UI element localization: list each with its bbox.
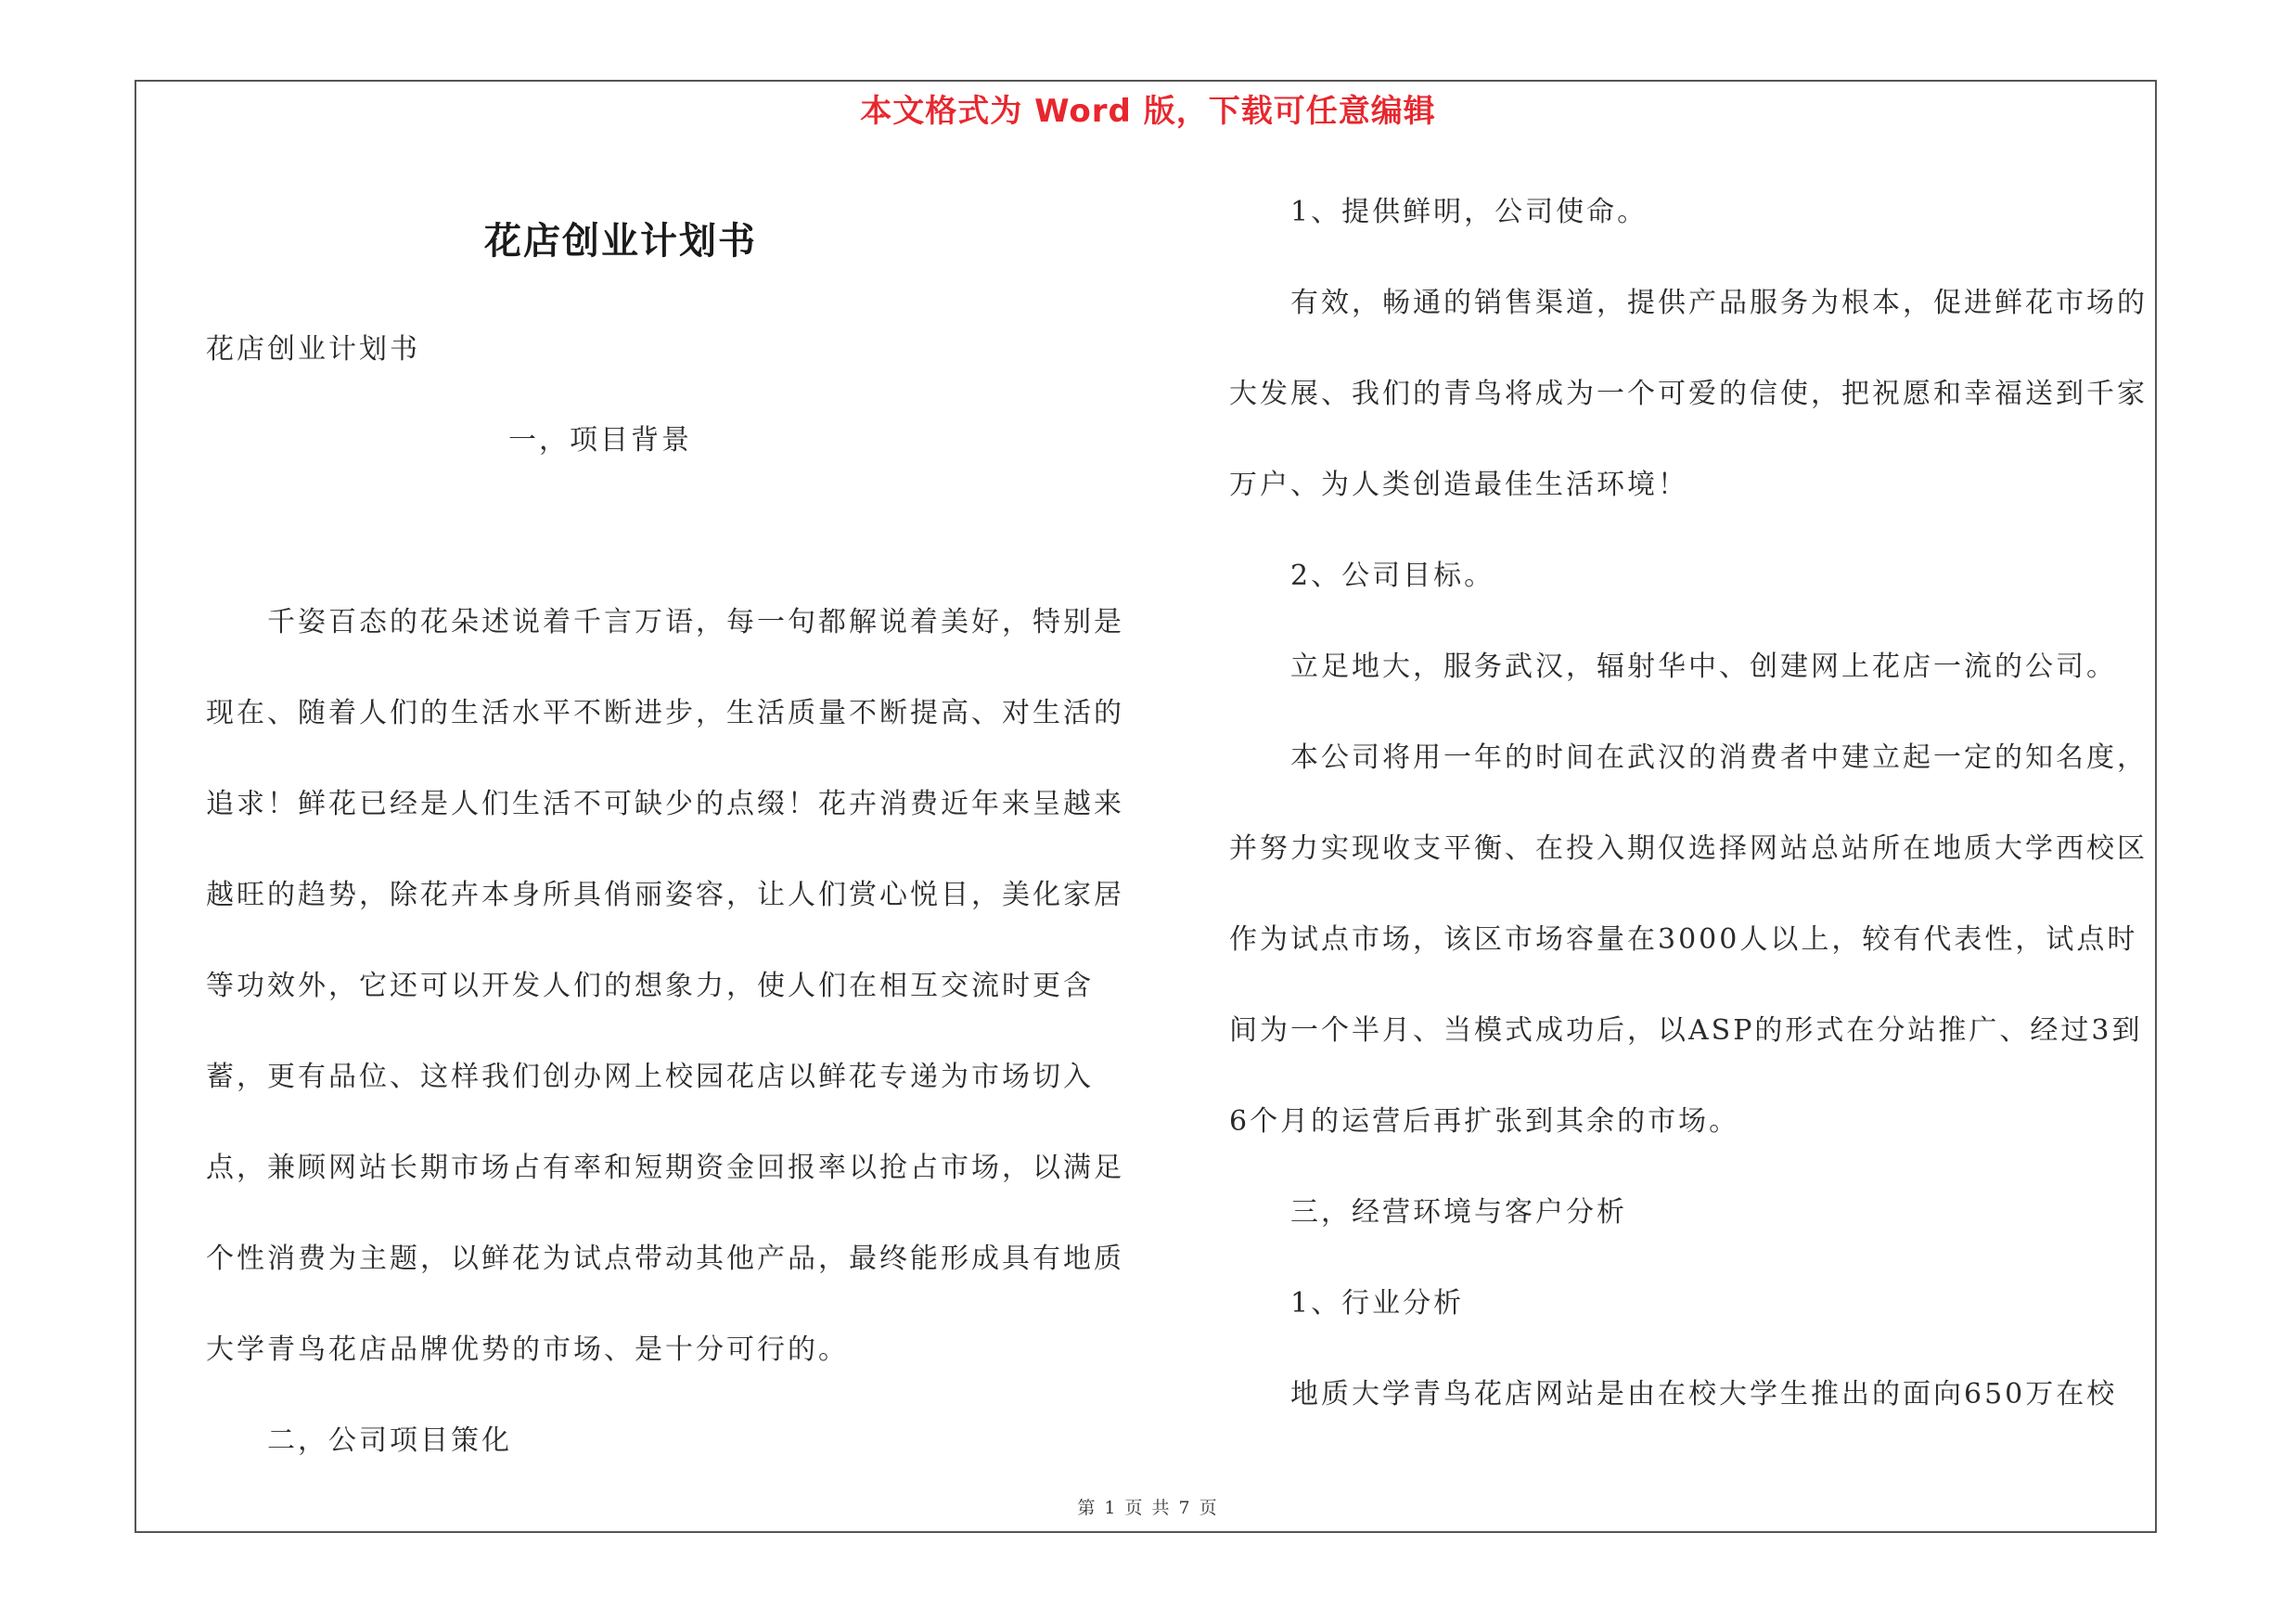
- goal-heading: 2、公司目标。: [1290, 560, 1495, 592]
- paragraph-industry: 地质大学青鸟花店网站是由在校大学生推出的面向650万在校: [1290, 1378, 2118, 1410]
- section-heading-environment: 三，经营环境与客户分析: [1290, 1196, 1627, 1229]
- paragraph-background: 千姿百态的花朵述说着千言万语，每一句都解说着美好，特别是现在、随着人们的生活水平不断进步，生活质量不断提高、对生活的追求！鲜花已经是人们生活不可缺少的点缀！花卉消费近年来呈越来越旺的趋势，除花卉本身所具俏丽姿容，让人们赏心悦目，美化家居等功效外，它还可以开发人们的想象力，使人们在相互交流时更含蓄，更有品位、这样我们创办网上校园花店以鲜花专递为市场切入点，兼顾网站长期市场占有率和短期资金回报率以抢占市场，以满足个性消费为主题，以鲜花为试点带动其他产品，最终能形成具有地质大学青鸟花店品牌优势的市场、是十分可行的。: [206, 606, 1124, 1366]
- right-column: [1229, 167, 2148, 1440]
- left-column: [206, 577, 1134, 1487]
- page-footer: 第 1 页 共 7 页: [1077, 1498, 1219, 1518]
- format-banner: 本文格式为 Word 版，下载可任意编辑: [860, 93, 1436, 130]
- industry-heading: 1、行业分析: [1290, 1287, 1465, 1320]
- document-title: 花店创业计划书: [484, 219, 757, 263]
- section-heading-background: 一，项目背景: [508, 424, 692, 457]
- section-heading-planning: 二，公司项目策化: [267, 1424, 512, 1457]
- paragraph-plan: 本公司将用一年的时间在武汉的消费者中建立起一定的知名度，并努力实现收支平衡、在投入期仅选择网站总站所在地质大学西校区作为试点市场，该区市场容量在3000人以上，较有代表性，试点时间为一个半月、当模式成功后，以ASP的形式在分站推广、经过3到6个月的运营后再扩张到其余的市场。: [1229, 741, 2148, 1138]
- paragraph-goal: 立足地大，服务武汉，辐射华中、创建网上花店一流的公司。: [1290, 650, 2117, 683]
- mission-heading: 1、提供鲜明，公司使命。: [1290, 196, 1648, 228]
- document-subtitle: 花店创业计划书: [206, 333, 420, 366]
- paragraph-mission: 有效，畅通的销售渠道，提供产品服务为根本，促进鲜花市场的大发展、我们的青鸟将成为一个可爱的信使，把祝愿和幸福送到千家万户、为人类创造最佳生活环境！: [1229, 287, 2148, 501]
